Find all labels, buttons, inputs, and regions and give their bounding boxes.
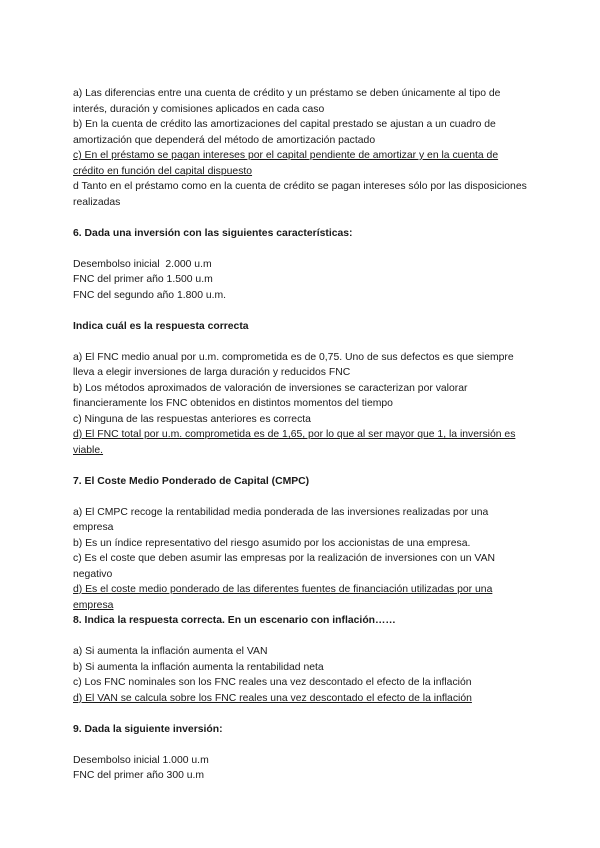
q7-option-b: b) Es un índice representativo del riesgo asumido por los accionistas de una empresa. xyxy=(73,537,471,549)
q6-fnc2: FNC del segundo año 1.800 u.m. xyxy=(73,289,227,301)
q6-subtitle: Indica cuál es la respuesta correcta xyxy=(73,320,249,332)
q7-title: 7. El Coste Medio Ponderado de Capital (CMPC) xyxy=(73,475,310,487)
document-page xyxy=(73,86,528,784)
q7-option-a: a) El CMPC recoge la rentabilidad media ponderada de las inversiones realizadas por una empresa xyxy=(73,506,489,533)
q9-title: 9. Dada la siguiente inversión: xyxy=(73,723,223,735)
q5-option-c-correct: c) En el préstamo se pagan intereses por el capital pendiente de amortizar y en la cuenta de crédito en función del capital dispuesto xyxy=(73,150,499,177)
q8-title: 8. Indica la respuesta correcta. En un escenario con inflación…… xyxy=(73,615,396,626)
q5-option-b: b) En la cuenta de crédito las amortizaciones del capital prestado se ajustan a un cuadro de amortización que dependerá del método de amortización pactado xyxy=(73,119,496,146)
q6-option-c: c) Ninguna de las respuestas anteriores es correcta xyxy=(73,413,311,425)
q8-option-c: c) Los FNC nominales son los FNC reales una vez descontado el efecto de la inflación xyxy=(73,677,472,688)
q8-option-d-correct: d) El VAN se calcula sobre los FNC reales una vez descontado el efecto de la inflación xyxy=(73,692,472,704)
q5-option-d: d Tanto en el préstamo como en la cuenta de crédito se pagan intereses sólo por las disposiciones realizadas xyxy=(73,181,527,208)
q7-option-d-correct: d) Es el coste medio ponderado de las diferentes fuentes de financiación utilizadas por una empresa xyxy=(73,584,493,611)
q6-title: 6. Dada una inversión con las siguientes características: xyxy=(73,227,353,239)
q7-option-c: c) Es el coste que deben asumir las empresas por la realización de inversiones con un VAN negativo xyxy=(73,553,495,580)
q6-option-b: b) Los métodos aproximados de valoración de inversiones se caracterizan por valorar financieramente los FNC obtenidos en distintos momentos del tiempo xyxy=(73,382,468,409)
q8-option-b: b) Si aumenta la inflación aumenta la rentabilidad neta xyxy=(73,661,324,673)
q5-option-a: a) Las diferencias entre una cuenta de crédito y un préstamo se deben únicamente al tipo de interés, duración y comisiones aplicados en cada caso xyxy=(73,88,501,115)
q6-option-a: a) El FNC medio anual por u.m. comprometida es de 0,75. Uno de sus defectos es que siempre lleva a elegir inversiones de larga duración y reducidos FNC xyxy=(73,351,514,378)
q6-desembolso: Desembolso inicial 2.000 u.m xyxy=(73,258,212,270)
q6-fnc1: FNC del primer año 1.500 u.m xyxy=(73,274,213,285)
q8-option-a: a) Si aumenta la inflación aumenta el VAN xyxy=(73,646,268,657)
q9-fnc1: FNC del primer año 300 u.m xyxy=(73,770,205,781)
q9-desembolso: Desembolso inicial 1.000 u.m xyxy=(73,754,209,766)
q6-option-d-correct: d) El FNC total por u.m. comprometida es de 1,65, por lo que al ser mayor que 1, la inversión es viable. xyxy=(73,429,516,456)
